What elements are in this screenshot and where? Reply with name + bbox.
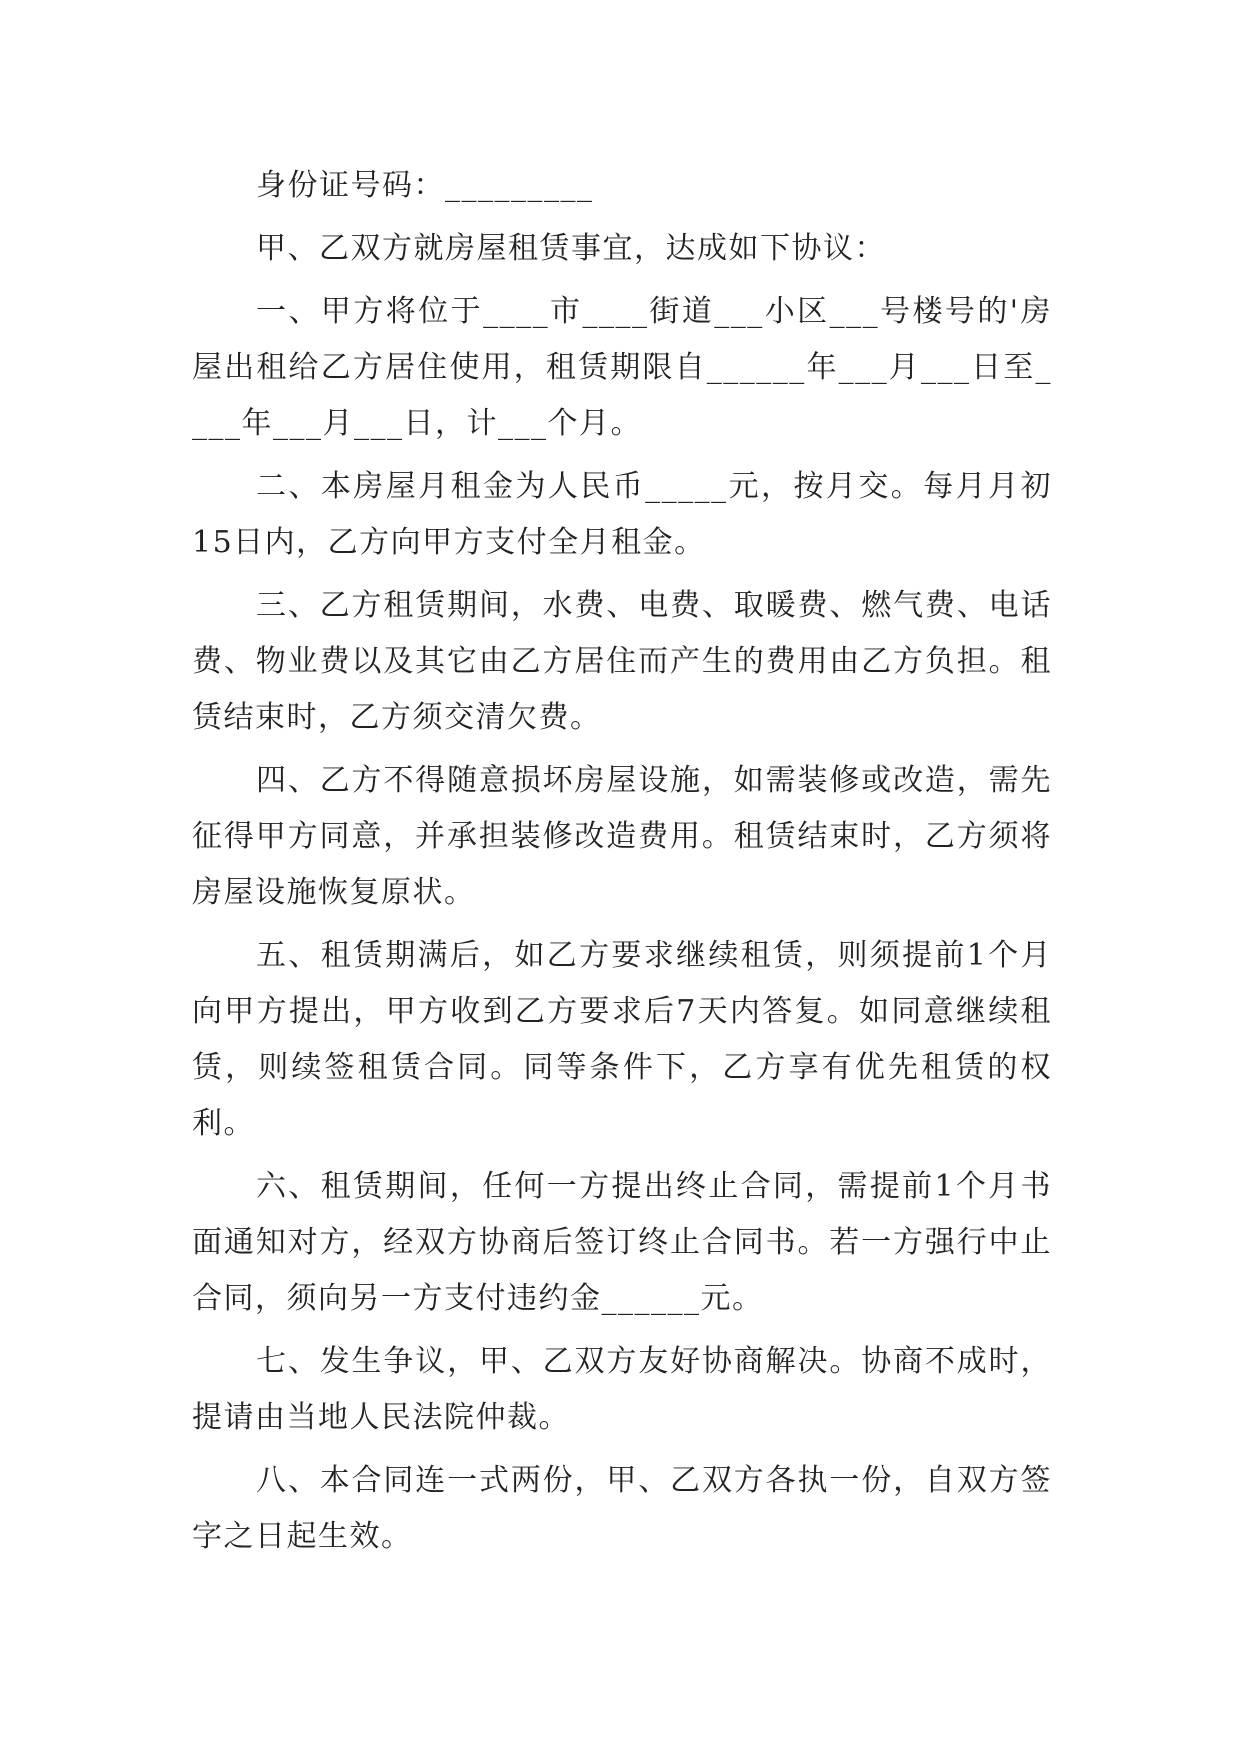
clause-6: 六、租赁期间，任何一方提出终止合同，需提前1个月书面通知对方，经双方协商后签订终止合同书。若一方强行中止合同，须向另一方支付违约金______元。 xyxy=(192,1169,1052,1316)
clause-5: 五、租赁期满后，如乙方要求继续租赁，则须提前1个月向甲方提出，甲方收到乙方要求后7天内答复。如同意继续租赁，则续签租赁合同。同等条件下，乙方享有优先租赁的权利。 xyxy=(192,938,1052,1141)
clause-1: 一、甲方将位于____市____街道___小区___号楼号的'房屋出租给乙方居住使用，租赁期限自______年___月___日至____年___月___日，计___个月。 xyxy=(192,294,1052,441)
clause-4: 四、乙方不得随意损坏房屋设施，如需装修或改造，需先征得甲方同意，并承担装修改造费用。租赁结束时，乙方须将房屋设施恢复原状。 xyxy=(192,763,1052,910)
agreement-intro: 甲、乙双方就房屋租赁事宜，达成如下协议： xyxy=(256,231,886,266)
clause-8: 八、本合同连一式两份，甲、乙双方各执一份，自双方签字之日起生效。 xyxy=(192,1463,1052,1554)
document-body xyxy=(192,158,1052,1572)
id-number-line: 身份证号码：_________ xyxy=(256,168,594,203)
clause-7: 七、发生争议，甲、乙双方友好协商解决。协商不成时，提请由当地人民法院仲裁。 xyxy=(192,1344,1052,1435)
clause-3: 三、乙方租赁期间，水费、电费、取暖费、燃气费、电话费、物业费以及其它由乙方居住而产生的费用由乙方负担。租赁结束时，乙方须交清欠费。 xyxy=(192,588,1052,735)
clause-2: 二、本房屋月租金为人民币_____元，按月交。每月月初15日内，乙方向甲方支付全月租金。 xyxy=(192,469,1052,560)
